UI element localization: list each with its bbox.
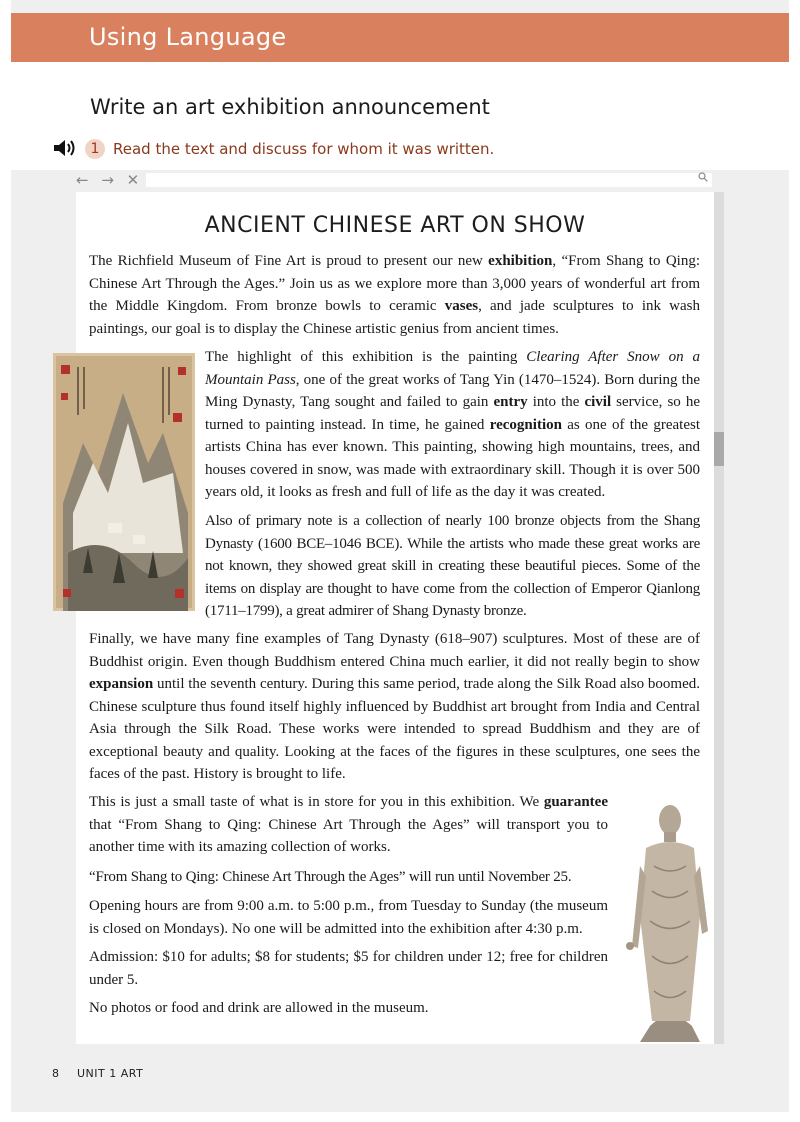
banner-title: Using Language [89, 23, 287, 51]
article-paragraph-painting: The highlight of this exhibition is the painting Clearing After Snow on a Mountain Pass, one of the great works of Tang Yin (1470–1524). Born during the Ming Dynasty, Tang sought and failed to gain entry into the civil service, so he turned to painting instead. In time, he gained recognition as one of the greatest artists China has ever known. This painting, showing high mountains, trees, and houses covered in snow, was made with extraordinary skill. Though it is over 500 years old, it looks as fresh and full of life as the day it was created. [205, 349, 700, 500]
museum-rules: No photos or food and drink are allowed in the museum. [89, 1000, 429, 1016]
article-paragraph-sculptures: Finally, we have many fine examples of Tang Dynasty (618–907) sculptures. Most of these are of Buddhist origin. Even though Buddhism entered China much earlier, it did not really begin to show expansion until the seventh century. During this same period, trade along the Silk Road also boomed. Chinese sculpture thus found itself highly influenced by Buddhist art brought from India and Central Asia through the Silk Road. These works were intended to spread Buddhism and they are of exceptional beauty and quality. Looking at the faces of the figures in these sculptures, one sees the faces of the past. History is brought to life. [89, 631, 700, 782]
page-footer [52, 1067, 143, 1080]
article-title: ANCIENT CHINESE ART ON SHOW [204, 213, 586, 238]
landscape-painting-image [53, 353, 195, 611]
browser-nav-icons[interactable]: ← → ✕ [76, 171, 144, 189]
address-bar[interactable] [146, 173, 712, 187]
admission-prices: Admission: $10 for adults; $8 for students; $5 for children under 12; free for children under 5. [89, 949, 608, 988]
audio-speaker-icon[interactable] [52, 138, 76, 158]
section-banner [11, 13, 789, 62]
article-paragraph-bronze: Also of primary note is a collection of nearly 100 bronze objects from the Shang Dynasty (1600 BCE–1046 BCE). While the artists who made these great works are not known, they showed great skill in creating these beautiful pieces. Some of the items on display are thought to have come from the collection of Emperor Qianlong (1711–1799), a great admirer of Shang Dynasty bronze. [205, 513, 700, 619]
search-icon[interactable] [698, 172, 708, 185]
exercise-number-badge: 1 [85, 139, 105, 159]
scrollbar-thumb[interactable] [714, 432, 724, 466]
section-title: Write an art exhibition announcement [90, 95, 490, 119]
article-paragraph-intro: The Richfield Museum of Fine Art is proud to present our new exhibition, “From Shang to Qing: Chinese Art Through the Ages.” Join us as we explore more than 3,000 years of wonderful art from the Middle Kingdom. From bronze bowls to ceramic vases, and jade sculptures to ink wash paintings, our goal is to display the Chinese artistic genius from ancient times. [89, 253, 701, 337]
buddha-sculpture-image [620, 796, 720, 1042]
unit-label: UNIT 1 ART [77, 1067, 144, 1080]
article-paragraph-guarantee: This is just a small taste of what is in store for you in this exhibition. We guarantee that “From Shang to Qing: Chinese Art Through the Ages” will transport you to another time with its amazing collection of works. [89, 794, 608, 855]
exercise-instruction: Read the text and discuss for whom it was written. [113, 140, 495, 158]
opening-hours: Opening hours are from 9:00 a.m. to 5:00 p.m., from Tuesday to Sunday (the museum is closed on Mondays). No one will be admitted into the exhibition after 4:30 p.m. [89, 898, 608, 937]
page-number: 8 [52, 1067, 59, 1080]
exhibition-dates: “From Shang to Qing: Chinese Art Through the Ages” will run until November 25. [89, 869, 572, 885]
browser-toolbar [62, 170, 726, 192]
